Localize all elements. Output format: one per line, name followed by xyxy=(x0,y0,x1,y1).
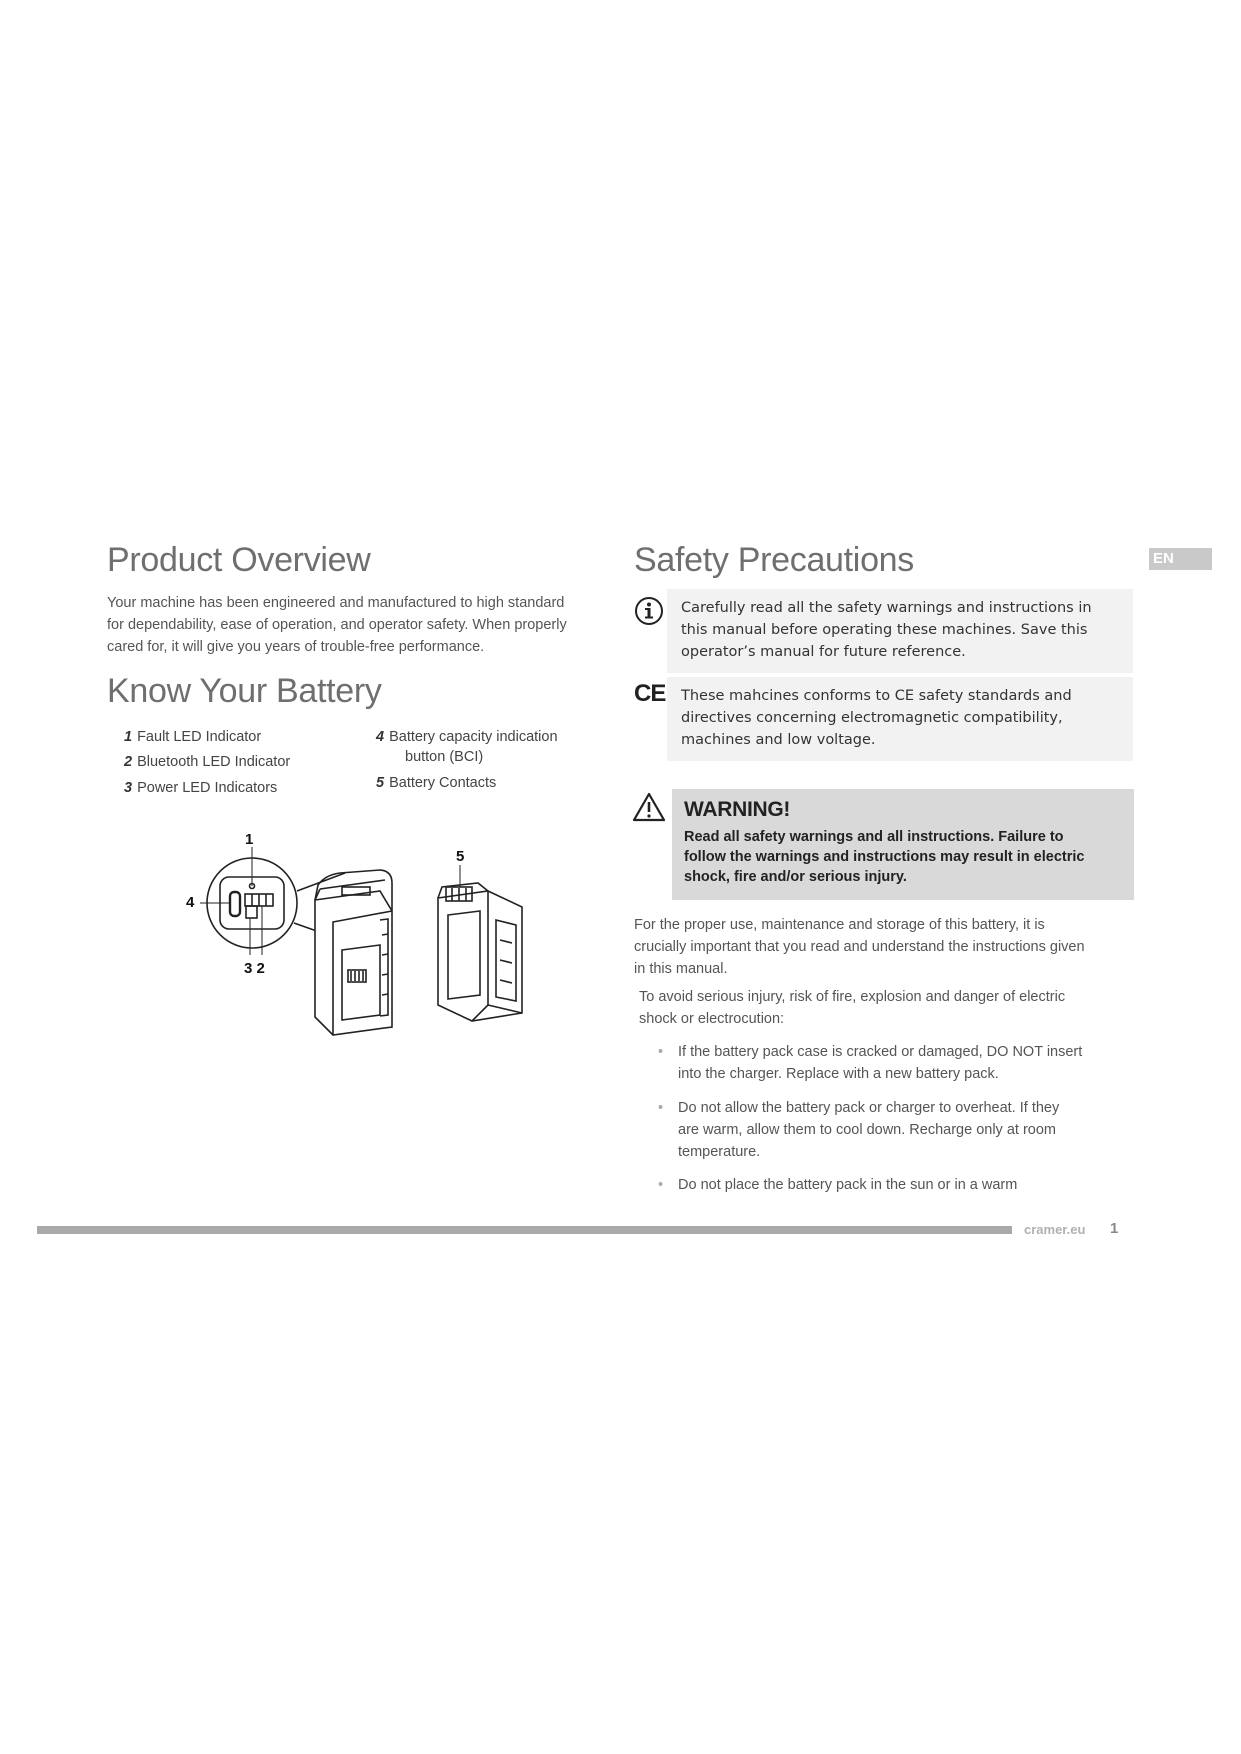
callout-5: 5 xyxy=(456,848,465,865)
bullet-line: Do not place the battery pack in the sun or in a warm xyxy=(678,1177,1018,1193)
callout-3-2: 3 2 xyxy=(244,960,265,977)
overview-line: Your machine has been engineered and manufactured to high standard xyxy=(107,595,565,611)
bullet-line: temperature. xyxy=(678,1144,761,1160)
feature-number: 1 xyxy=(124,729,133,745)
bullet-item-1 xyxy=(658,1041,1138,1085)
bullet-item-2 xyxy=(658,1097,1138,1163)
language-badge-label: EN xyxy=(1153,550,1174,567)
info-line: Carefully read all the safety warnings and instructions in xyxy=(681,600,1092,616)
callout-4: 4 xyxy=(186,894,195,911)
footer-bar xyxy=(37,1226,1012,1234)
feature-item-4-cont: button (BCI) xyxy=(405,749,484,765)
info-line: operator’s manual for future reference. xyxy=(681,644,966,660)
product-overview-title: Product Overview xyxy=(107,541,371,579)
ce-line: directives concerning electromagnetic compatibility, xyxy=(681,710,1063,726)
feature-label: Battery Contacts xyxy=(389,775,497,791)
feature-label: Power LED Indicators xyxy=(137,780,278,796)
battery-rear-view xyxy=(438,883,522,1021)
warning-line: shock, fire and/or serious injury. xyxy=(684,869,907,885)
feature-number: 5 xyxy=(376,775,385,791)
bullet-dot-icon: • xyxy=(658,1177,664,1193)
feature-label: Fault LED Indicator xyxy=(137,729,262,745)
paragraph-line: in this manual. xyxy=(634,961,728,977)
bullet-dot-icon: • xyxy=(658,1044,664,1060)
overview-line: cared for, it will give you years of trouble-free performance. xyxy=(107,639,485,655)
bullet-line: Do not allow the battery pack or charger to overheat. If they xyxy=(678,1100,1060,1116)
know-your-battery-title: Know Your Battery xyxy=(107,672,382,710)
safety-precautions-title: Safety Precautions xyxy=(634,541,914,579)
info-line: this manual before operating these machines. Save this xyxy=(681,622,1088,638)
feature-label: Bluetooth LED Indicator xyxy=(137,754,291,770)
feature-item-4 xyxy=(376,728,558,746)
paragraph-line: For the proper use, maintenance and storage of this battery, it is xyxy=(634,917,1045,933)
feature-item-2 xyxy=(124,753,290,771)
ce-notice xyxy=(667,677,1133,761)
battery-illustration xyxy=(170,825,550,1050)
paragraph-line: crucially important that you read and understand the instructions given xyxy=(634,939,1085,955)
ce-line: These mahcines conforms to CE safety standards and xyxy=(681,688,1072,704)
feature-item-3 xyxy=(124,779,277,797)
language-badge xyxy=(1149,548,1212,570)
warning-line: Read all safety warnings and all instructions. Failure to xyxy=(684,829,1064,845)
bullet-line: are warm, allow them to cool down. Recharge only at room xyxy=(678,1122,1056,1138)
feature-label: Battery capacity indication xyxy=(389,729,558,745)
feature-number: 3 xyxy=(124,780,133,796)
warning-triangle-icon xyxy=(632,792,666,822)
bullet-line: If the battery pack case is cracked or damaged, DO NOT insert xyxy=(678,1044,1083,1060)
footer-site: cramer.eu xyxy=(1024,1222,1086,1237)
feature-number: 2 xyxy=(124,754,133,770)
product-overview-text xyxy=(107,592,627,658)
feature-item-1 xyxy=(124,728,261,746)
paragraph-line: To avoid serious injury, risk of fire, explosion and danger of electric xyxy=(639,989,1066,1005)
overview-line: for dependability, ease of operation, and operator safety. When properly xyxy=(107,617,567,633)
callout-1: 1 xyxy=(245,831,254,848)
paragraph-line: shock or electrocution: xyxy=(639,1011,785,1027)
bullet-dot-icon: • xyxy=(658,1100,664,1116)
warning-text xyxy=(684,827,1122,887)
feature-number: 4 xyxy=(376,729,385,745)
battery-use-paragraph xyxy=(634,914,1144,980)
battery-front-view xyxy=(315,870,392,1035)
avoid-injury-paragraph xyxy=(639,986,1144,1030)
warning-title: WARNING! xyxy=(684,798,791,821)
feature-item-5 xyxy=(376,774,496,792)
ce-mark-icon: CE xyxy=(634,680,666,707)
ce-line: machines and low voltage. xyxy=(681,732,876,748)
info-notice xyxy=(667,589,1133,673)
warning-box xyxy=(672,789,1134,900)
bullet-item-3 xyxy=(658,1174,1138,1196)
info-icon xyxy=(634,596,664,626)
page-number: 1 xyxy=(1110,1220,1119,1237)
warning-line: follow the warnings and instructions may result in electric xyxy=(684,849,1085,865)
bullet-line: into the charger. Replace with a new battery pack. xyxy=(678,1066,999,1082)
